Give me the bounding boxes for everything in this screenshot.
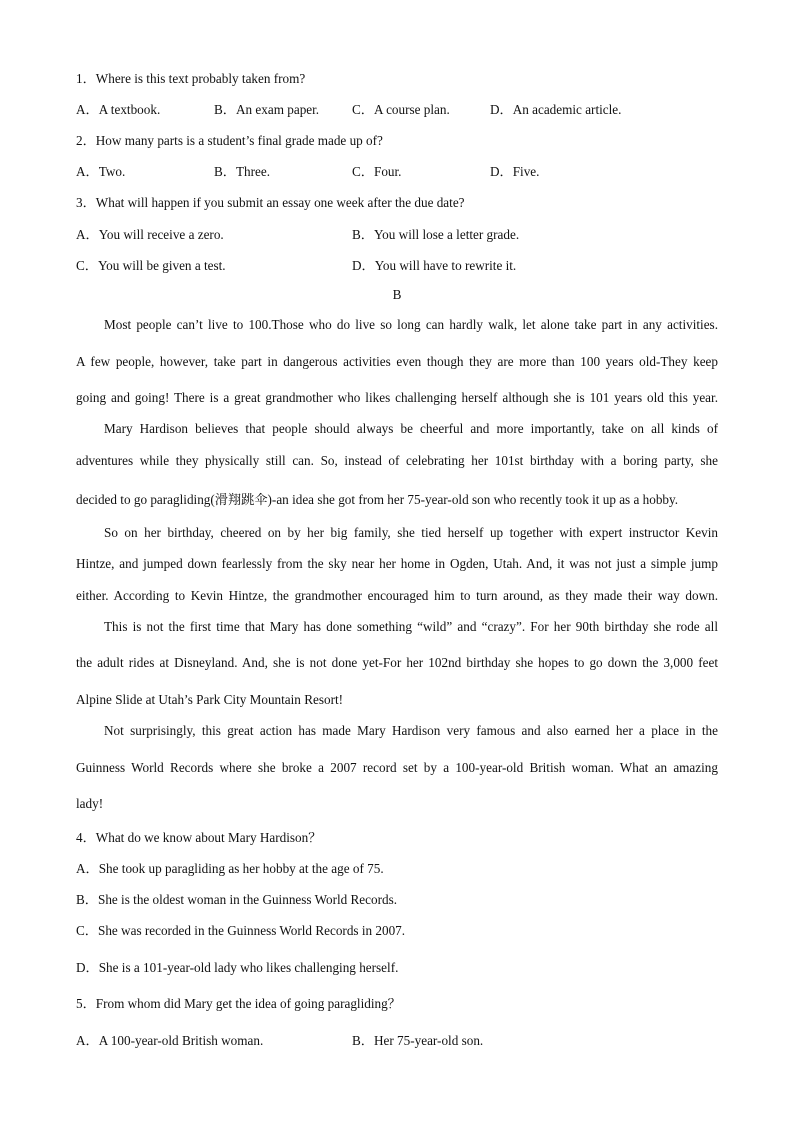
passage-line: Mary Hardison believes that people should always be cheerful and more importantly, take on all kinds of <box>104 421 718 436</box>
passage-line: going and going! There is a great grandmother who likes challenging herself although she is 101 years old this year. <box>76 390 718 405</box>
passage-line: the adult rides at Disneyland. And, she is not done yet-For her 102nd birthday she hopes to go down the 3,000 feet <box>76 655 718 670</box>
q3-option-d: D．You will have to rewrite it. <box>352 258 517 273</box>
q4-option-b: B．She is the oldest woman in the Guinness World Records. <box>76 892 398 907</box>
passage-line: decided to go paragliding(滑翔跳伞)-an idea she got from her 75-year-old son who recently took it up as a hobby. <box>76 492 679 507</box>
q3-option-b: B．You will lose a letter grade. <box>352 227 520 242</box>
passage-line: Hintze, and jumped down fearlessly from the sky near her home in Ogden, Utah. And, it was not just a simple jump <box>76 556 718 571</box>
q3-option-c: C．You will be given a test. <box>76 258 226 273</box>
q1-option-c: C．A course plan. <box>352 102 450 117</box>
section-label: B <box>392 287 402 302</box>
q1-option-a: A．A textbook. <box>76 102 161 117</box>
passage-line: adventures while they physically still can. So, instead of celebrating her 101st birthday with a boring party, she <box>76 453 718 468</box>
question-3: 3．What will happen if you submit an essay one week after the due date? <box>76 195 465 210</box>
q5-option-b: B．Her 75-year-old son. <box>352 1033 484 1048</box>
passage-line: A few people, however, take part in dangerous activities even though they are more than 100 years old-They keep <box>76 354 718 369</box>
q4-option-a: A．She took up paragliding as her hobby at the age of 75. <box>76 861 384 876</box>
q5-option-a: A．A 100-year-old British woman. <box>76 1033 264 1048</box>
question-1: 1．Where is this text probably taken from? <box>76 71 306 86</box>
q2-option-a: A．Two. <box>76 164 126 179</box>
q1-option-d: D．An academic article. <box>490 102 622 117</box>
question-2: 2．How many parts is a student’s final grade made up of? <box>76 133 383 148</box>
q4-option-d: D．She is a 101-year-old lady who likes challenging herself. <box>76 960 399 975</box>
q3-option-a: A．You will receive a zero. <box>76 227 224 242</box>
passage-line: Not surprisingly, this great action has made Mary Hardison very famous and also earned her a place in the <box>104 723 718 738</box>
q4-option-c: C．She was recorded in the Guinness World Records in 2007. <box>76 923 406 938</box>
question-4: 4．What do we know about Mary Hardison？ <box>76 830 322 845</box>
passage-line: This is not the first time that Mary has done something “wild” and “crazy”. For her 90th birthday she rode all <box>104 619 718 634</box>
q2-option-b: B．Three. <box>214 164 271 179</box>
q2-option-d: D．Five. <box>490 164 540 179</box>
passage-line: either. According to Kevin Hintze, the grandmother encouraged him to turn around, as they made their way down. <box>76 588 718 603</box>
q2-option-c: C．Four. <box>352 164 402 179</box>
passage-line: Guinness World Records where she broke a 2007 record set by a 100-year-old British woman. What an amazing <box>76 760 718 775</box>
passage-line: Alpine Slide at Utah’s Park City Mountain Resort! <box>76 692 344 707</box>
passage-line: Most people can’t live to 100.Those who do live so long can hardly walk, let alone take part in any activities. <box>104 317 718 332</box>
question-5: 5．From whom did Mary get the idea of going paragliding？ <box>76 996 401 1011</box>
q1-option-b: B．An exam paper. <box>214 102 320 117</box>
passage-line: lady! <box>76 796 104 811</box>
passage-line: So on her birthday, cheered on by her big family, she tied herself up together with expert instructor Kevin <box>104 525 718 540</box>
